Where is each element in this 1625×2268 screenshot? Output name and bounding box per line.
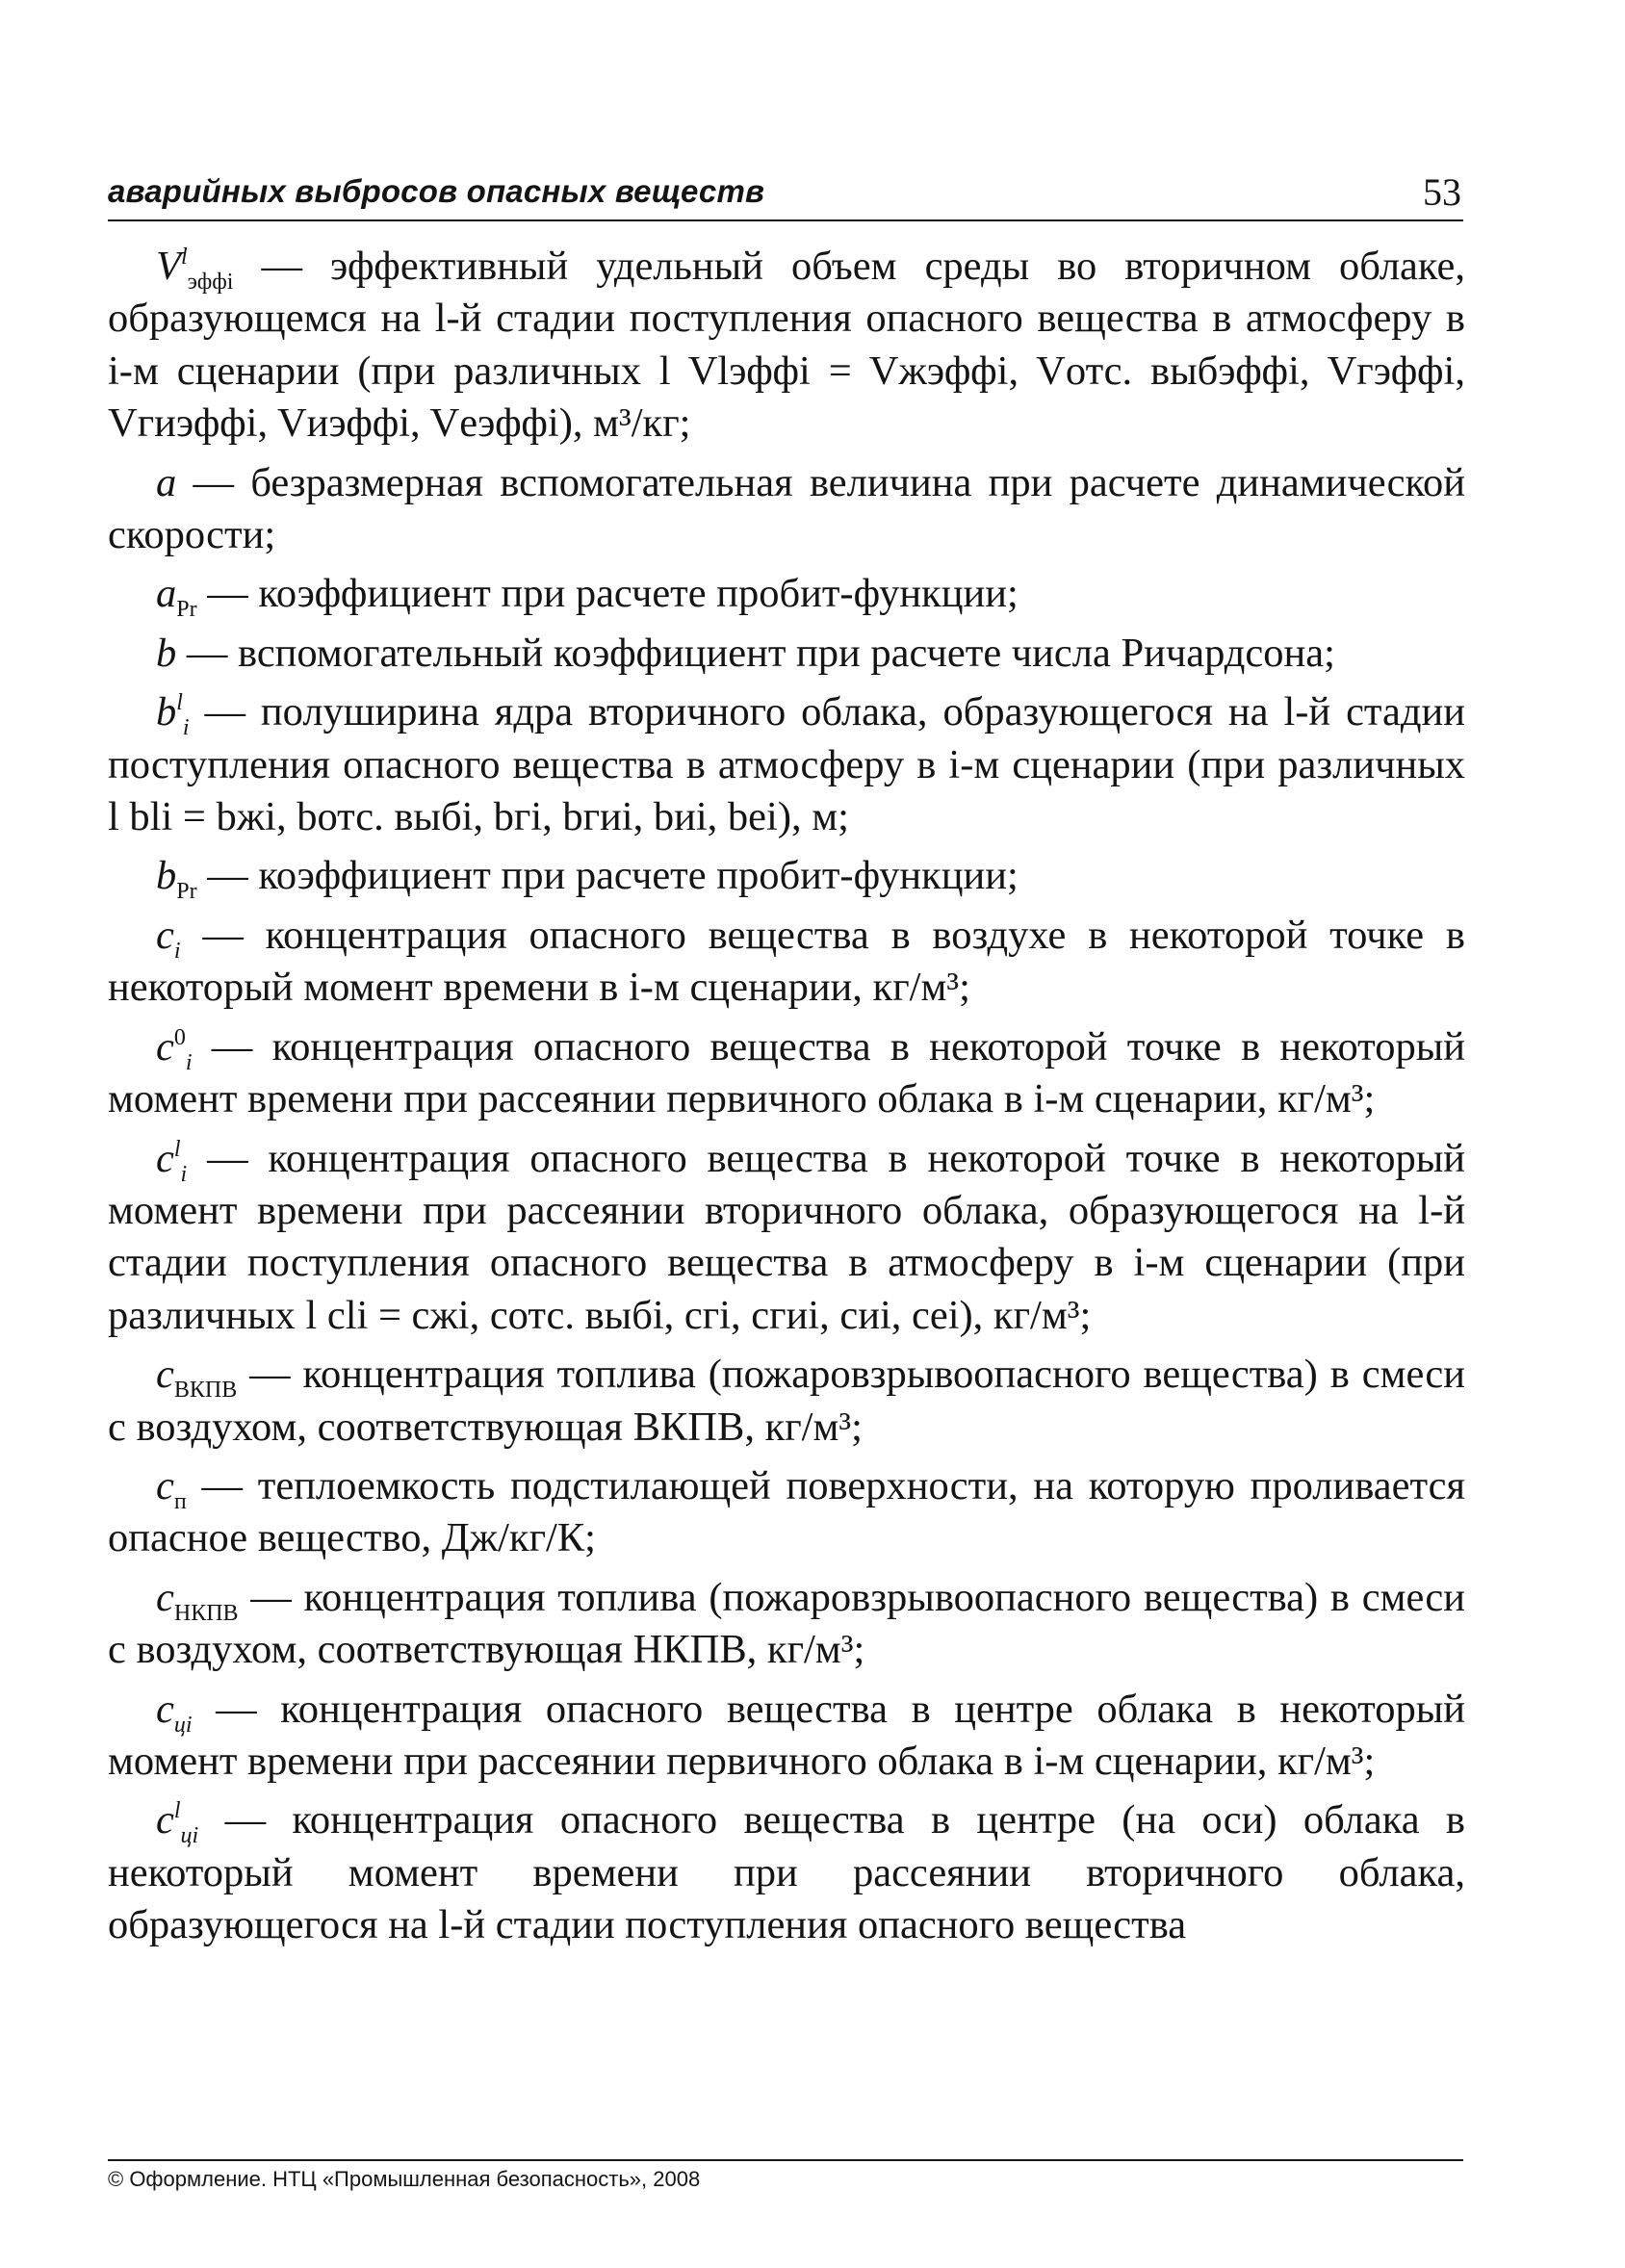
definition-text: — безразмерная вспомогательная величина при расчете динамической скорости;: [108, 459, 1465, 558]
definitions-list: [108, 241, 1465, 1959]
definition-symbol: V: [156, 244, 181, 289]
definition-symbol: c: [156, 1574, 174, 1620]
definition-symbol: b: [156, 689, 177, 735]
definition-subscript: эффi: [187, 270, 234, 295]
page-number: 53: [1423, 170, 1461, 214]
definition-text: — концентрация топлива (пожаровзрывоопасного вещества) в смеси с воздухом, соответствующая ВКПВ, кг/м³;: [108, 1352, 1465, 1450]
definition-symbol: c: [156, 1135, 174, 1181]
definition-superscript: l: [173, 1136, 181, 1162]
definition-symbol: c: [156, 1352, 174, 1398]
definition-symbol: c: [156, 1686, 174, 1732]
definition-subscript: п: [173, 1488, 187, 1514]
definition-symbol: c: [156, 912, 174, 958]
definition-c-nkpv: [108, 1572, 1465, 1677]
definition-b: [108, 628, 1465, 680]
definition-text: — теплоемкость подстилающей поверхности, на которую проливается опасное вещество, Дж/кг/К;: [108, 1462, 1465, 1561]
definition-symbol: a: [156, 571, 177, 617]
definition-superscript: l: [173, 1798, 181, 1824]
definition-subscript: Pr: [176, 597, 197, 623]
definition-text: — концентрация опасного вещества в центре (на оси) облака в некоторый момент времени при рассеянии вторичного облака, образующегося на l-й стадии поступления опасного вещества: [108, 1797, 1465, 1948]
definition-subscript: ВКПВ: [173, 1378, 238, 1404]
definition-c-l-i: [108, 1133, 1465, 1343]
definition-text: — концентрация опасного вещества в центре облака в некоторый момент времени при рассеянии первичного облака в i-м сценарии, кг/м³;: [108, 1686, 1465, 1784]
definition-subscript: i: [182, 715, 190, 741]
definition-text: — вспомогательный коэффициент при расчете числа Ричардсона;: [176, 630, 1335, 676]
definition-a-pr: [108, 568, 1465, 623]
definition-text: — коэффициент при расчете пробит-функции;: [196, 571, 1019, 617]
definition-text: — концентрация опасного вещества в некоторой точке в некоторый момент времени при рассеянии вторичного облака, образующегося на l-й стадии поступления опасного вещества в атмосферу в i-м сценарии (при различных l cli = cжi, cотс. выбi, cгi, cгиi, cиi, cеi), кг/м³;: [108, 1135, 1465, 1338]
definition-symbol: c: [156, 1797, 174, 1843]
definition-subscript: НКПВ: [173, 1600, 239, 1626]
definition-symbol: c: [156, 1023, 174, 1070]
definition-b-l-i: [108, 686, 1465, 843]
running-title: аварийных выбросов опасных веществ: [108, 173, 765, 209]
definition-subscript: i: [180, 1161, 188, 1187]
definition-text: — эффективный удельный объем среды во вторичном облаке, образующемся на l-й стадии поступления опасного вещества в атмосферу в i-м сценарии (при различных l Vlэффi = Vжэффi, Vотс. выбэффi, Vгэффi, Vгиэффi, Vиэффi, Vеэффi), м³/кг;: [108, 244, 1465, 447]
definition-subscript: цi: [173, 1712, 193, 1738]
definition-superscript: l: [180, 245, 188, 270]
page-footer: [108, 2159, 1463, 2192]
definition-text: — концентрация топлива (пожаровзрывоопасного вещества) в смеси с воздухом, соответствующая НКПВ, кг/м³;: [108, 1574, 1465, 1673]
definition-text: — концентрация опасного вещества в воздухе в некоторой точке в некоторый момент времени в i-м сценарии, кг/м³;: [108, 912, 1465, 1011]
page-header: [108, 169, 1463, 221]
definition-symbol: c: [156, 1462, 174, 1508]
definition-symbol: a: [156, 459, 177, 505]
definition-c-ts-i: [108, 1684, 1465, 1789]
definition-c-p: [108, 1460, 1465, 1565]
definition-text: — концентрация опасного вещества в некоторой точке в некоторый момент времени при рассеянии первичного облака в i-м сценарии, кг/м³;: [108, 1023, 1465, 1122]
definition-text: — полуширина ядра вторичного облака, образующегося на l-й стадии поступления опасного вещества в атмосферу в i-м сценарии (при различных l bli = bжi, bотс. выбi, bгi, bгиi, bиi, bеi), м;: [108, 689, 1465, 840]
definition-a: [108, 457, 1465, 562]
definition-superscript: 0: [173, 1024, 186, 1050]
definition-subscript: i: [185, 1049, 193, 1075]
copyright-notice: © Оформление. НТЦ «Промышленная безопасность», 2008: [108, 2167, 701, 2191]
definition-symbol: b: [156, 630, 177, 676]
definition-subscript: i: [173, 938, 181, 964]
definition-c-l-ts-i: [108, 1794, 1465, 1951]
definition-text: — коэффициент при расчете пробит-функции;: [196, 853, 1019, 899]
definition-c-i: [108, 910, 1465, 1015]
definition-v-l-eff: [108, 241, 1465, 451]
definition-symbol: b: [156, 853, 177, 899]
definition-b-pr: [108, 850, 1465, 905]
definition-superscript: l: [176, 690, 183, 716]
definition-subscript: Pr: [176, 879, 197, 905]
definition-subscript: цi: [180, 1823, 199, 1849]
definition-c-vkpv: [108, 1349, 1465, 1454]
definition-c-0-i: [108, 1021, 1465, 1126]
